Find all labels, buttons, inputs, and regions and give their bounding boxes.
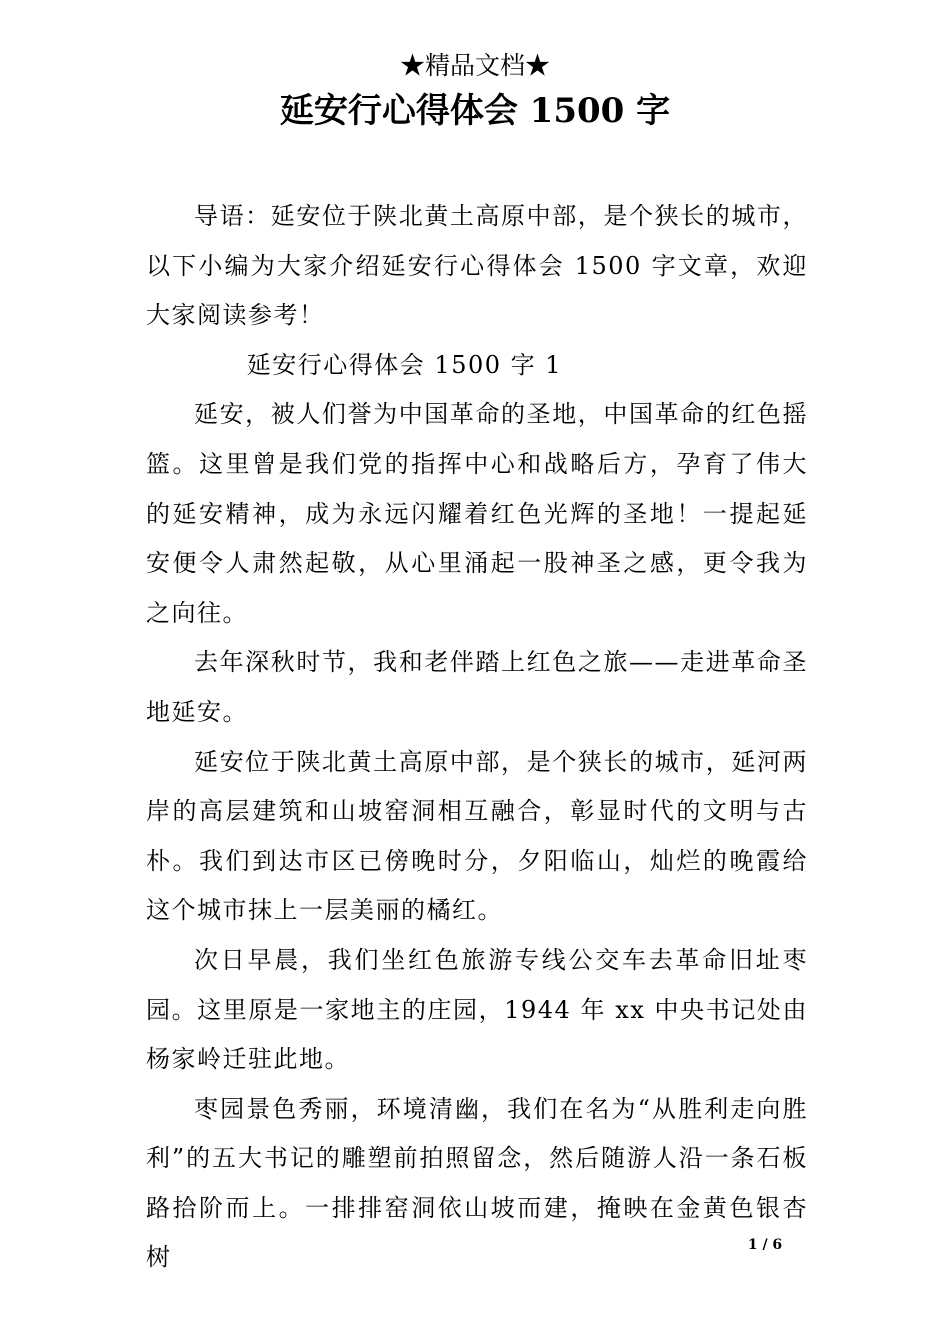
body-paragraph: 枣园景色秀丽，环境清幽，我们在名为“从胜利走向胜利”的五大书记的雕塑前拍照留念，然后随游人沿一条石板路拾阶而上。一排排窑洞依山坡而建，掩映在金黄色银杏树 xyxy=(146,1094,808,1272)
page-number: 1 / 6 xyxy=(747,1237,783,1253)
body-paragraph: 延安位于陕北黄土高原中部，是个狭长的城市，延河两岸的高层建筑和山坡窑洞相互融合，彰显时代的文明与古朴。我们到达市区已傍晚时分，夕阳临山，灿烂的晚霞给这个城市抹上一层美丽的橘红。 xyxy=(146,747,808,925)
page-header: ★精品文档★ xyxy=(399,51,550,80)
document-body xyxy=(146,192,808,1283)
body-paragraph: 次日早晨，我们坐红色旅游专线公交车去革命旧址枣园。这里原是一家地主的庄园，1944 年 xx 中央书记处由杨家岭迁驻此地。 xyxy=(146,945,808,1074)
document-title: 延安行心得体会 1500 字 xyxy=(279,91,671,131)
intro-paragraph: 导语：延安位于陕北黄土高原中部，是个狭长的城市，以下小编为大家介绍延安行心得体会 1500 字文章，欢迎大家阅读参考！ xyxy=(146,202,808,330)
body-paragraph: 去年深秋时节，我和老伴踏上红色之旅——走进革命圣地延安。 xyxy=(146,648,808,726)
body-paragraph: 延安，被人们誉为中国革命的圣地，中国革命的红色摇篮。这里曾是我们党的指挥中心和战略后方，孕育了伟大的延安精神，成为永远闪耀着红色光辉的圣地！一提起延安便令人肃然起敬，从心里涌起一股神圣之感，更令我为之向往。 xyxy=(146,400,808,627)
section-subtitle: 延安行心得体会 1500 字 1 xyxy=(246,350,563,379)
